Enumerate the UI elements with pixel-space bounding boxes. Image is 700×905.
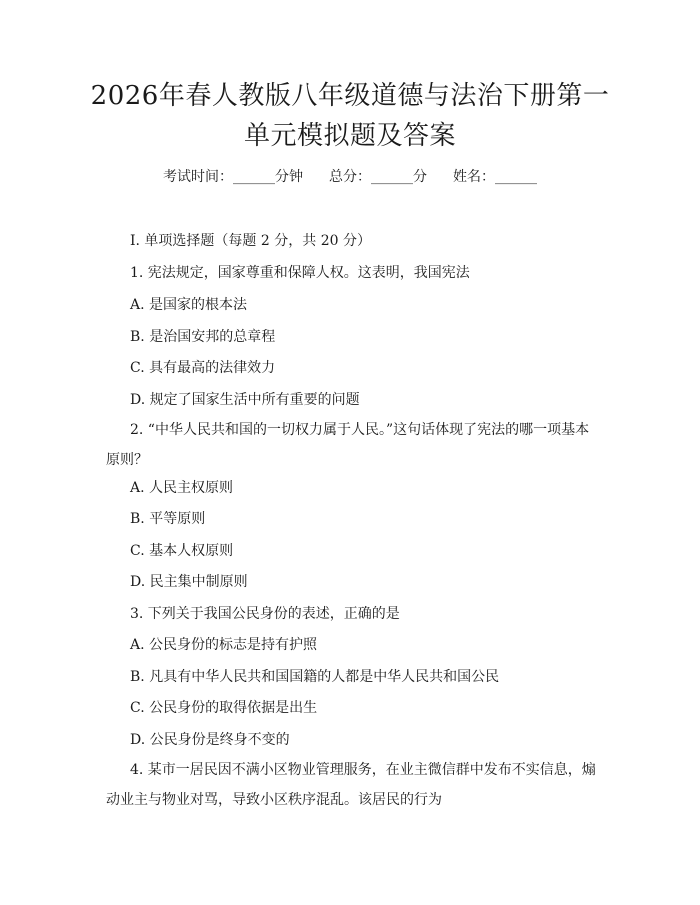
question-3-option-a: A. 公民身份的标志是持有护照 (130, 637, 318, 653)
name-field: 姓名：______ (453, 169, 537, 185)
question-1-option-c: C. 具有最高的法律效力 (130, 360, 276, 376)
question-2-stem: 2. “中华人民共和国的一切权力属于人民。”这句话体现了宪法的哪一项基本原则？ (106, 422, 590, 468)
question-2-option-a: A. 人民主权原则 (130, 480, 234, 496)
question-2-option-b: B. 平等原则 (130, 511, 206, 527)
question-3-stem: 3. 下列关于我国公民身份的表述，正确的是 (130, 606, 400, 622)
question-3-option-d: D. 公民身份是终身不变的 (130, 732, 290, 748)
title-line-1: 2026年春人教版八年级道德与法治下册第一 (90, 81, 610, 111)
exam-time-field: 考试时间：______分钟 (163, 169, 303, 185)
document-title (60, 76, 640, 156)
question-1-option-b: B. 是治国安邦的总章程 (130, 329, 276, 345)
question-2-option-d: D. 民主集中制原则 (130, 574, 248, 590)
question-1-option-a: A. 是国家的根本法 (130, 297, 248, 313)
title-line-2: 单元模拟题及答案 (243, 121, 456, 151)
section-heading: I. 单项选择题（每题 2 分，共 20 分） (130, 233, 371, 249)
question-3-option-b: B. 凡具有中华人民共和国国籍的人都是中华人民共和国公民 (130, 669, 500, 685)
question-3-option-c: C. 公民身份的取得依据是出生 (130, 700, 318, 716)
question-2-option-c: C. 基本人权原则 (130, 543, 234, 559)
question-4-stem: 4. 某市一居民因不满小区物业管理服务，在业主微信群中发布不实信息，煽动业主与物业对骂，导致小区秩序混乱。该居民的行为 (106, 762, 596, 808)
question-1-stem: 1. 宪法规定，国家尊重和保障人权。这表明，我国宪法 (130, 265, 470, 281)
question-1-option-d: D. 规定了国家生活中所有重要的问题 (130, 392, 360, 408)
exam-info (0, 166, 700, 188)
total-score-field: 总分：______分 (329, 169, 427, 185)
